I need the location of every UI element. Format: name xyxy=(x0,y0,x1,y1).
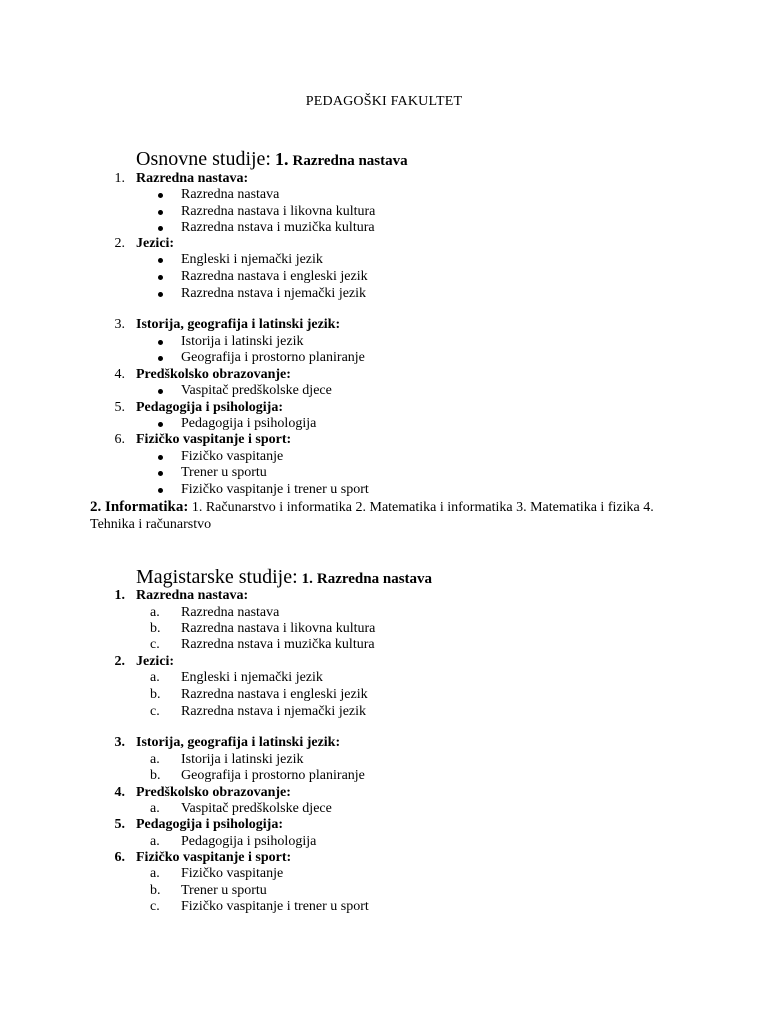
bullet-icon xyxy=(158,226,163,231)
item-text: Istorija i latinski jezik xyxy=(181,752,304,767)
category-label: Predškolsko obrazovanje: xyxy=(136,785,291,800)
osnovne-heading-main: Osnovne studije: xyxy=(136,148,271,170)
item-letter: b. xyxy=(150,687,161,702)
bullet-icon xyxy=(158,488,163,493)
item-letter: a. xyxy=(150,670,160,685)
category-number: 1. xyxy=(114,171,125,186)
category-number: 3. xyxy=(114,317,125,332)
category-number: 1. xyxy=(114,588,125,603)
item-text: Fizičko vaspitanje i trener u sport xyxy=(181,482,369,497)
item-text: Razredna nastava xyxy=(181,187,280,202)
bullet-icon xyxy=(158,275,163,280)
osnovne-heading xyxy=(136,148,408,171)
item-text: Razredna nstava i muzička kultura xyxy=(181,220,375,235)
item-letter: a. xyxy=(150,866,160,881)
item-letter: a. xyxy=(150,834,160,849)
item-text: Trener u sportu xyxy=(181,883,267,898)
item-text: Razredna nstava i muzička kultura xyxy=(181,637,375,652)
item-letter: a. xyxy=(150,801,160,816)
item-text: Fizičko vaspitanje xyxy=(181,449,284,464)
item-letter: a. xyxy=(150,752,160,767)
bullet-icon xyxy=(158,422,163,427)
category-number: 3. xyxy=(114,735,125,750)
category-label: Razredna nastava: xyxy=(136,588,249,603)
item-text: Geografija i prostorno planiranje xyxy=(181,350,365,365)
category-label: Istorija, geografija i latinski jezik: xyxy=(136,735,341,750)
informatika-paragraph xyxy=(90,499,660,533)
page-title: PEDAGOŠKI FAKULTET xyxy=(305,94,463,109)
category-label: Pedagogija i psihologija: xyxy=(136,400,284,415)
category-number: 5. xyxy=(114,400,125,415)
item-text: Vaspitač predškolske djece xyxy=(181,383,332,398)
item-text: Pedagogija i psihologija xyxy=(181,834,317,849)
informatika-text: 1. Računarstvo i informatika 2. Matematika i informatika 3. Matematika i fizika 4. Tehnika i računarstvo xyxy=(90,500,654,532)
bullet-icon xyxy=(158,292,163,297)
item-letter: c. xyxy=(150,899,160,914)
osnovne-heading-sub: Razredna nastava xyxy=(292,153,408,169)
bullet-icon xyxy=(158,193,163,198)
category-label: Pedagogija i psihologija: xyxy=(136,817,284,832)
item-text: Razredna nastava i likovna kultura xyxy=(181,621,376,636)
item-text: Razredna nastava i likovna kultura xyxy=(181,204,376,219)
category-number: 5. xyxy=(114,817,125,832)
bullet-icon xyxy=(158,258,163,263)
category-number: 2. xyxy=(114,236,125,251)
bullet-icon xyxy=(158,471,163,476)
category-label: Jezici: xyxy=(136,236,175,251)
item-letter: b. xyxy=(150,621,161,636)
category-label: Predškolsko obrazovanje: xyxy=(136,367,291,382)
bullet-icon xyxy=(158,389,163,394)
item-text: Engleski i njemački jezik xyxy=(181,670,323,685)
item-text: Fizičko vaspitanje xyxy=(181,866,284,881)
item-text: Razredna nastava i engleski jezik xyxy=(181,687,368,702)
item-text: Pedagogija i psihologija xyxy=(181,416,317,431)
bullet-icon xyxy=(158,340,163,345)
item-text: Fizičko vaspitanje i trener u sport xyxy=(181,899,369,914)
item-letter: c. xyxy=(150,637,160,652)
informatika-label: 2. Informatika: xyxy=(90,499,189,515)
bullet-icon xyxy=(158,455,163,460)
item-text: Vaspitač predškolske djece xyxy=(181,801,332,816)
category-number: 4. xyxy=(114,367,125,382)
bullet-icon xyxy=(158,210,163,215)
category-label: Fizičko vaspitanje i sport: xyxy=(136,432,292,447)
item-text: Razredna nstava i njemački jezik xyxy=(181,286,367,301)
osnovne-heading-num: 1. xyxy=(275,149,289,169)
item-letter: b. xyxy=(150,883,161,898)
item-text: Trener u sportu xyxy=(181,465,267,480)
item-letter: b. xyxy=(150,768,161,783)
item-text: Razredna nastava xyxy=(181,605,280,620)
category-label: Fizičko vaspitanje i sport: xyxy=(136,850,292,865)
category-number: 6. xyxy=(114,432,125,447)
category-number: 4. xyxy=(114,785,125,800)
category-number: 6. xyxy=(114,850,125,865)
item-letter: c. xyxy=(150,704,160,719)
item-text: Razredna nstava i njemački jezik xyxy=(181,704,367,719)
category-label: Istorija, geografija i latinski jezik: xyxy=(136,317,341,332)
category-number: 2. xyxy=(114,654,125,669)
item-text: Istorija i latinski jezik xyxy=(181,334,304,349)
item-letter: a. xyxy=(150,605,160,620)
category-label: Razredna nastava: xyxy=(136,171,249,186)
item-text: Engleski i njemački jezik xyxy=(181,252,323,267)
magistarske-heading-num: 1. xyxy=(301,571,313,587)
magistarske-heading-sub: Razredna nastava xyxy=(316,571,433,587)
bullet-icon xyxy=(158,356,163,361)
category-label: Jezici: xyxy=(136,654,175,669)
item-text: Geografija i prostorno planiranje xyxy=(181,768,365,783)
item-text: Razredna nastava i engleski jezik xyxy=(181,269,368,284)
magistarske-heading xyxy=(136,566,432,589)
magistarske-heading-main: Magistarske studije: xyxy=(136,566,298,588)
